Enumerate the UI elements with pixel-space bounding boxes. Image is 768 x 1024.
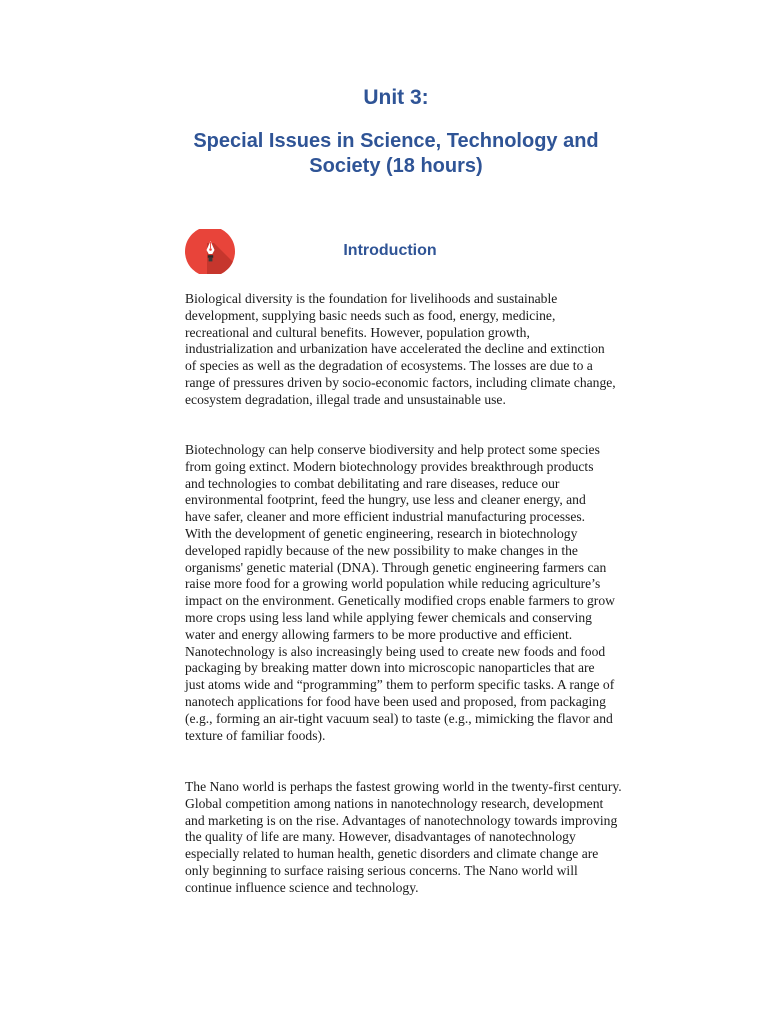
section-heading: Introduction xyxy=(343,242,437,259)
paragraph-nano-world: The Nano world is perhaps the fastest growing world in the twenty-first century. Global competition among nations in nanotechnology research, development and marketing is on the rise. Advantages of nanotechnology towards improving the quality of life are many. However, disadvantages of nanotechnology especially related to human health, genetic disorders and climate change are only beginning to surface raising serious concerns. The Nano world will continue influence science and technology. xyxy=(185,779,622,895)
paragraph-biotechnology: Biotechnology can help conserve biodiversity and help protect some species from going extinct. Modern biotechnology provides breakthrough products and technologies to combat debilitating and rare diseases, reduce our environmental footprint, feed the hungry, use less and cleaner energy, and have safer, cleaner and more efficient industrial manufacturing processes. With the development of genetic engineering, research in biotechnology developed rapidly because of the new possibility to make changes in the organisms' genetic material (DNA). Through genetic engineering farmers can raise more food for a growing world population while reducing agriculture’s impact on the environment. Genetically modified crops enable farmers to grow more crops using less land while applying fewer chemicals and conserving water and energy allowing farmers to be more productive and efficient. Nanotechnology is also increasingly being used to create new foods and food packaging by breaking matter down into microscopic nanoparticles that are just atoms wide and “programming” them to perform specific tasks. A range of nanotech applications for food have been used and proposed, from packaging (e.g., forming an air-tight vacuum seal) to taste (e.g., mimicking the flavor and texture of familiar foods). xyxy=(185,442,615,743)
paragraph-biodiversity: Biological diversity is the foundation for livelihoods and sustainable development, supplying basic needs such as food, energy, medicine, recreational and cultural benefits. However, population growth, industrialization and urbanization have accelerated the decline and extinction of species as well as the degradation of ecosystems. The losses are due to a range of pressures driven by socio-economic factors, including climate change, ecosystem degradation, illegal trade and unsustainable use. xyxy=(185,291,616,407)
unit-title: Unit 3: xyxy=(363,86,429,109)
pen-nib-icon xyxy=(185,229,236,274)
unit-subtitle: Special Issues in Science, Technology and Society (18 hours) xyxy=(193,130,599,177)
